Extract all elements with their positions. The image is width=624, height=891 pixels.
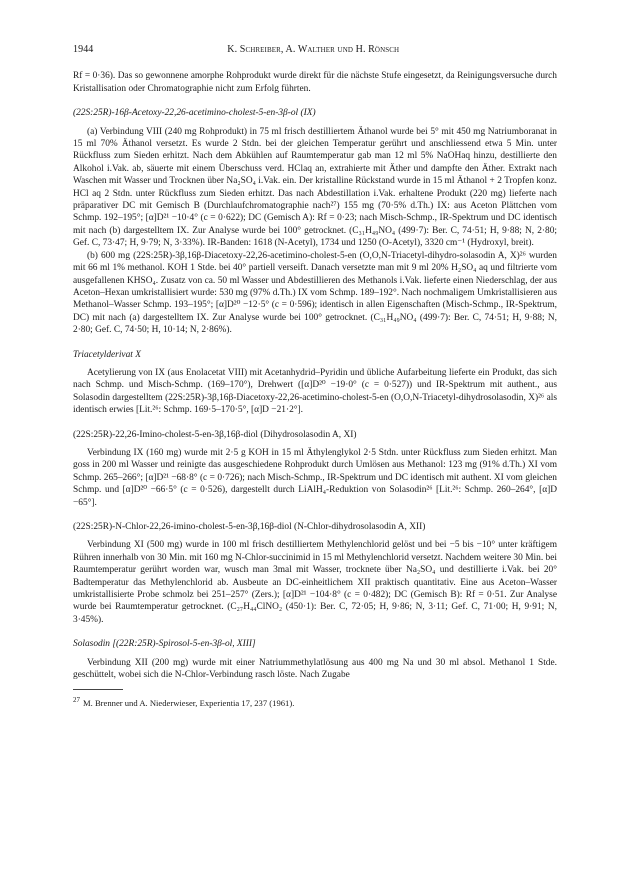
section-solasodin: [73, 638, 557, 681]
section-heading: (22S:25R)-16β-Acetoxy-22,26-acetimino-cholest-5-en-3β-ol (IX): [73, 108, 316, 119]
section-heading: Triacetylderivat X: [73, 349, 141, 360]
section-heading: (22S:25R)-N-Chlor-22,26-imino-cholest-5-en-3β,16β-diol (N-Chlor-dihydrosolasodin A, XII): [73, 522, 426, 532]
section-paragraph: Verbindung XII (200 mg) wurde mit einer Natriummethylatlösung aus 400 mg Na und 30 ml absol. Methanol 1 Stde. geschüttelt, wobei sich die N-Chlor-Verbindung rasch löste. Nach Zugabe: [73, 657, 557, 681]
section-paragraph: (a) Verbindung VIII (240 mg Rohprodukt) in 75 ml frisch destilliertem Äthanol wurde bei 5° mit 450 mg Natriumboranat in 15 ml 70% Äthanol versetzt. Es wurde 2 Stdn. bei der gleichen Temperatur gerührt und anschliessend etwa 5 Min. unter Rückfluss zum Sieden erhitzt. Nach dem Abkühlen auf Raumtemperatur gab man 12 ml 5% NaOHaq hinzu, destillierte den Alkohol i.Vak. ab, säuerte mit einem Überschuss verd. HClaq an, extrahierte mit Äther und dampfte den Äther. Extrakt nach Waschen mit Wasser und Trocknen über Na₂SO₄ i.Vak. ein. Der kristalline Rückstand wurde in 15 ml Äthanol + 2 Tropfen konz. HCl aq 2 Stdn. unter Rückfluss zum Sieden erhitzt. Das nach Abdestillation i.Vak. erhaltene Produkt (220 mg) lieferte nach präparativer DC mit Gemisch B (Durchlaufchromatographie nach²⁷) 155 mg (70·5% d.Th.) IX: aus Aceton Plättchen vom Schmp. 192–195°; [α]D²¹ −10·4° (c = 0·622); DC (Gemisch A): Rf = 0·23; nach Misch-Schmp., IR-Spektrum und DC identisch mit nach (b) dargestelltem IX. Zur Analyse wurde bei 100° getrocknet. (C₃₁H₄₉NO₄ (499·7): Ber. C, 74·51; H, 9·88; N, 2·80; Gef. C, 73·47; H, 9·79; N, 3·33%). IR-Banden: 1618 (N-Acetyl), 1734 und 1250 (O-Acetyl), 3320 cm⁻¹ (Hydroxyl, breit).: [73, 126, 557, 249]
footnote: [73, 694, 557, 709]
section-n-chlor: [73, 521, 557, 626]
section-triacetyl: [73, 349, 557, 417]
footnote-number: 27: [73, 696, 80, 705]
intro-paragraph: Rf = 0·36). Das so gewonnene amorphe Rohprodukt wurde direkt für die nächste Stufe eingesetzt, da Reinigungsversuche durch Kristallisation oder Chromatographie nicht zum Erfolg führten.: [73, 71, 557, 94]
page-number: 1944: [73, 44, 94, 55]
running-header: [73, 44, 557, 56]
section-heading: (22S:25R)-22,26-Imino-cholest-5-en-3β,16β-diol (Dihydrosolasodin A, XI): [73, 429, 357, 440]
footnote-divider: [73, 689, 123, 690]
section-paragraph: Verbindung IX (160 mg) wurde mit 2·5 g KOH in 15 ml Äthylenglykol 2·5 Stdn. unter Rückfluss zum Sieden erhitzt. Man goss in 200 ml Wasser und reinigte das ausgeschiedene Rohprodukt durch Umlösen aus Methanol: 123 mg (91% d.Th.) XI vom Schmp. 265–266°; [α]D²¹ −68·8° (c = 0·726); nach Misch-Schmp., IR-Spektrum und DC identisch mit authent. XI vom gleichen Schmp. und [α]D²⁰ −66·5° (c = 0·526), dargestellt durch LiAlH₄-Reduktion von Solasodin²⁶ [Lit.²⁶: Schmp. 260–264°, [α]D −65°].: [73, 447, 557, 508]
section-dihydrosolasodin: [73, 429, 557, 509]
section-heading: Solasodin [(22R:25R)-Spirosol-5-en-3β-ol, XIII]: [73, 639, 256, 650]
paper-page: [73, 44, 557, 710]
section-paragraph: (b) 600 mg (22S:25R)-3β,16β-Diacetoxy-22,26-acetimino-cholest-5-en (O,O,N-Triacetyl-dihydro-solasodin A, X)²⁶ wurden mit 66 ml 1% methanol. KOH 1 Stde. bei 40° partiell verseift. Danach versetzte man mit 9 ml 20% H₂SO₄ aq und filtrierte vom ausgefallenen KHSO₄. Zusatz von ca. 50 ml Wasser und Abdestillieren des Methanols i.Vak. lieferte einen Niederschlag, der aus Aceton–Hexan umkristallisiert wurde: 530 mg (97% d.Th.) IX vom Schmp. 189–192°. Nach nochmaligem Umkristallisieren aus Methanol–Wasser Schmp. 193–195°; [α]D²⁰ −12·5° (c = 0·596); identisch in allen Eigenschaften (Misch-Schmp., IR-Spektrum, DC) mit nach (a) dargestelltem IX. Zur Analyse wurde bei 100° getrocknet. (C₃₁H₄₉NO₄ (499·7): Ber. C, 74·51; H, 9·88; N, 2·80; Gef. C, 74·50; H, 10·14; N, 2·86%).: [73, 250, 557, 336]
running-title: K. Schreiber, A. Walther und H. Rönsch: [227, 44, 400, 55]
footnote-text: M. Brenner und A. Niederwieser, Experientia 17, 237 (1961).: [83, 698, 295, 709]
section-ix: [73, 107, 557, 336]
section-paragraph: Acetylierung von IX (aus Enolacetat VIII) mit Acetanhydrid–Pyridin und übliche Aufarbeitung lieferte ein Produkt, das sich nach Schmp. und Misch-Schmp. (169–170°), Drehwert ([α]D²⁰ −19·0° (c = 0·527)) und IR-Spektrum mit authent., aus Solasodin dargestelltem (22S:25R)-3β,16β-Diacetoxy-22,26-acetimino-cholest-5-en (O,O,N-Triacetyl-dihydrosolasodin, X)²⁶ als identisch erwies [Lit.²⁶: Schmp. 169·5–170·5°, [α]D −21·2°].: [73, 367, 557, 416]
section-paragraph: Verbindung XI (500 mg) wurde in 100 ml frisch destilliertem Methylenchlorid gelöst und bei −5 bis −10° unter kräftigem Rühren innerhalb von 30 Min. mit 160 mg N-Chlor-succinimid in 15 ml Methylenchlorid versetzt. Nachdem weitere 30 Min. bei Raumtemperatur gerührt worden war, wusch man 3mal mit Wasser, trocknete über Na₂SO₄ und destillierte i.Vak. bei 20° Badtemperatur das Methylenchlorid ab. Ausbeute an DC-einheitlichem XII praktisch quantitativ. Eine aus Aceton–Wasser umkristallisierte Probe schmolz bei 251–257° (Zers.); [α]D²¹ −104·8° (c = 0·482); DC (Gemisch B): Rf = 0·51. Zur Analyse wurde bei Raumtemperatur getrocknet. (C₂₇H₄₄ClNO₂ (450·1): Ber. C, 72·05; H, 9·86; N, 3·11; Gef. C, 71·00; H, 9·91; N, 3·45%).: [73, 540, 557, 625]
